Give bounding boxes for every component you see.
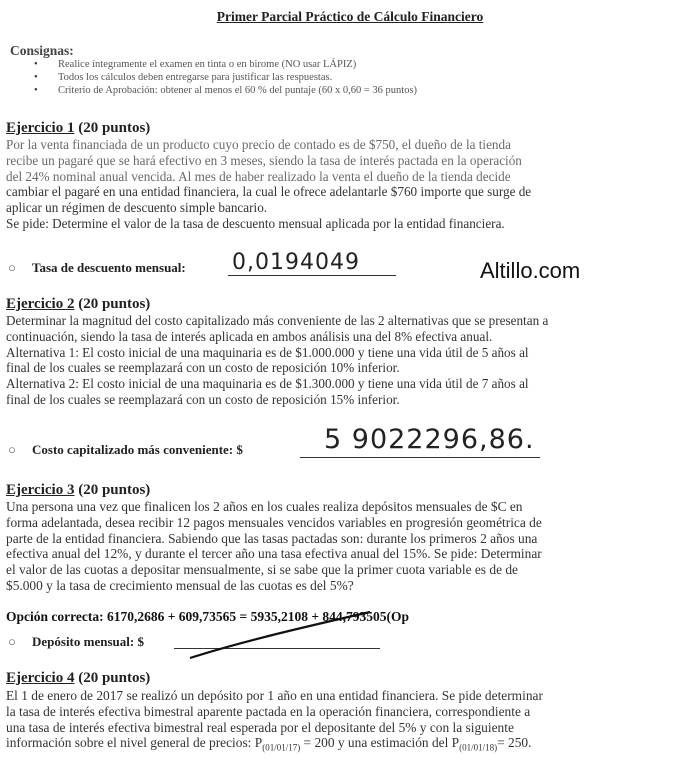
ex3-line: el valor de las cuotas a depositar mensualmente, si se sabe que la primer cuota variable es de de bbox=[6, 562, 518, 578]
ex2-line: Determinar la magnitud del costo capitalizado más conveniente de las 2 alternativas que se presentan a bbox=[6, 313, 549, 328]
ex1-line: aplicar un régimen de descuento simple bancario. bbox=[6, 200, 268, 216]
ex3-title: Ejercicio 3 bbox=[6, 482, 75, 498]
ex1-line: cambiar el pagaré en una entidad financiera, la cual le ofrece adelantarle $760 importe que surge de bbox=[6, 184, 532, 200]
ex1-answer-row: ○ Tasa de descuento mensual: bbox=[8, 260, 186, 275]
consigna-item: • Realice íntegramente el examen en tinta o en birome (NO usar LÁPIZ) bbox=[34, 58, 417, 71]
ex4-line: la tasa de interés efectiva bimestral aparente pactada en la operación financiera, correspondiente a bbox=[6, 703, 531, 719]
ex1-line: del 24% nominal anual vencida. Al mes de haber realizado la venta el dueño de la tienda decide bbox=[6, 168, 511, 184]
ex2-line: Alternativa 1: El costo inicial de una maquinaria es de $1.000.000 y tiene una vida útil de 5 años al bbox=[6, 344, 529, 360]
ex2-line: Alternativa 2: El costo inicial de una maquinaria es de $1.300.000 y tiene una vida útil de 7 años al bbox=[6, 376, 529, 392]
ex3-line: parte de la entidad financiera. Sabiendo que las tasas pactadas son: durante los primeros 2 años una bbox=[6, 530, 538, 546]
ex4-heading bbox=[6, 670, 150, 687]
ex2-answer-label: Costo capitalizado más conveniente: $ bbox=[32, 442, 243, 457]
ex4-points: (20 puntos) bbox=[78, 670, 151, 686]
ex1-answer-handwritten: 0,0194049 bbox=[232, 250, 360, 275]
ex3-answer-label: Depósito mensual: $ bbox=[32, 634, 144, 649]
ex1-answer-label: Tasa de descuento mensual: bbox=[32, 260, 186, 275]
ex3-line: $5.000 y la tasa de crecimiento mensual de las cuotas es del 5%? bbox=[6, 577, 354, 593]
ex2-answer-row: ○ Costo capitalizado más conveniente: $ bbox=[8, 442, 243, 457]
ex3-line: Una persona una vez que finalicen los 2 años en los cuales realiza depósitos mensuales de $C en bbox=[6, 499, 523, 514]
watermark: Altillo.com bbox=[480, 258, 581, 283]
consigna-item: • Criterio de Aprobación: obtener al menos el 60 % del puntaje (60 x 0,60 = 36 puntos) bbox=[34, 84, 417, 97]
ex1-line: Por la venta financiada de un producto cuyo precio de contado es de $750, el dueño de la tienda bbox=[6, 137, 511, 152]
ex4-title: Ejercicio 4 bbox=[6, 670, 75, 686]
consignas-heading: Consignas: bbox=[10, 43, 74, 58]
ex3-points: (20 puntos) bbox=[78, 482, 151, 498]
ex2-line: final de los cuales se reemplazará con un costo de reposición 10% inferior. bbox=[6, 360, 400, 376]
ex4-line: El 1 de enero de 2017 se realizó un depósito por 1 año en una entidad financiera. Se pide determinar bbox=[6, 688, 543, 703]
ex3-line: efectiva anual del 12%, y durante el tercer año una tasa efectiva anual del 15%. Se pide: Determinar bbox=[6, 546, 542, 562]
ex4-line-last: información sobre el nivel general de precios: $P_{(01/01/17)} = 200$ y una estimación del $P_{(01/01/18)}= 250$. bbox=[6, 735, 532, 754]
ex1-line: recibe un pagaré que se hará efectivo en 3 meses, siendo la tasa de interés pactada en la operación bbox=[6, 152, 522, 168]
ex2-line: continuación, siendo la tasa de interés aplicada en ambos análisis una del 8% efectiva anual. bbox=[6, 328, 493, 344]
ex2-line: final de los cuales se reemplazará con un costo de reposición 15% inferior. bbox=[6, 391, 400, 407]
ex4-statement bbox=[6, 688, 674, 757]
ex1-title: Ejercicio 1 bbox=[6, 120, 75, 136]
ex4-line: una tasa de interés efectiva bimestral real esperada por el depositante del 5% y con la siguiente bbox=[6, 719, 514, 735]
consigna-item: • Todos los cálculos deben entregarse para justificar las respuestas. bbox=[34, 71, 417, 84]
ex2-answer-handwritten: 5 9022296,86. bbox=[324, 424, 535, 455]
ex2-title: Ejercicio 2 bbox=[6, 296, 75, 312]
ex3-correct-option: Opción correcta: 6170,2686 + 609,73565 = 5935,2108 + 844,793505(Op bbox=[6, 609, 410, 624]
ex2-points: (20 puntos) bbox=[78, 296, 151, 312]
ex1-line: Se pide: Determine el valor de la tasa de descuento mensual aplicada por la entidad financiera. bbox=[6, 215, 505, 231]
ex3-line: forma adelantada, desea recibir 12 pagos mensuales vencidos variables en progresión geométrica de bbox=[6, 514, 542, 530]
ex1-points: (20 puntos) bbox=[78, 120, 151, 136]
exam-title: Primer Parcial Práctico de Cálculo Financiero bbox=[216, 9, 484, 24]
ex3-answer-row: ○ Depósito mensual: $ bbox=[8, 634, 144, 649]
